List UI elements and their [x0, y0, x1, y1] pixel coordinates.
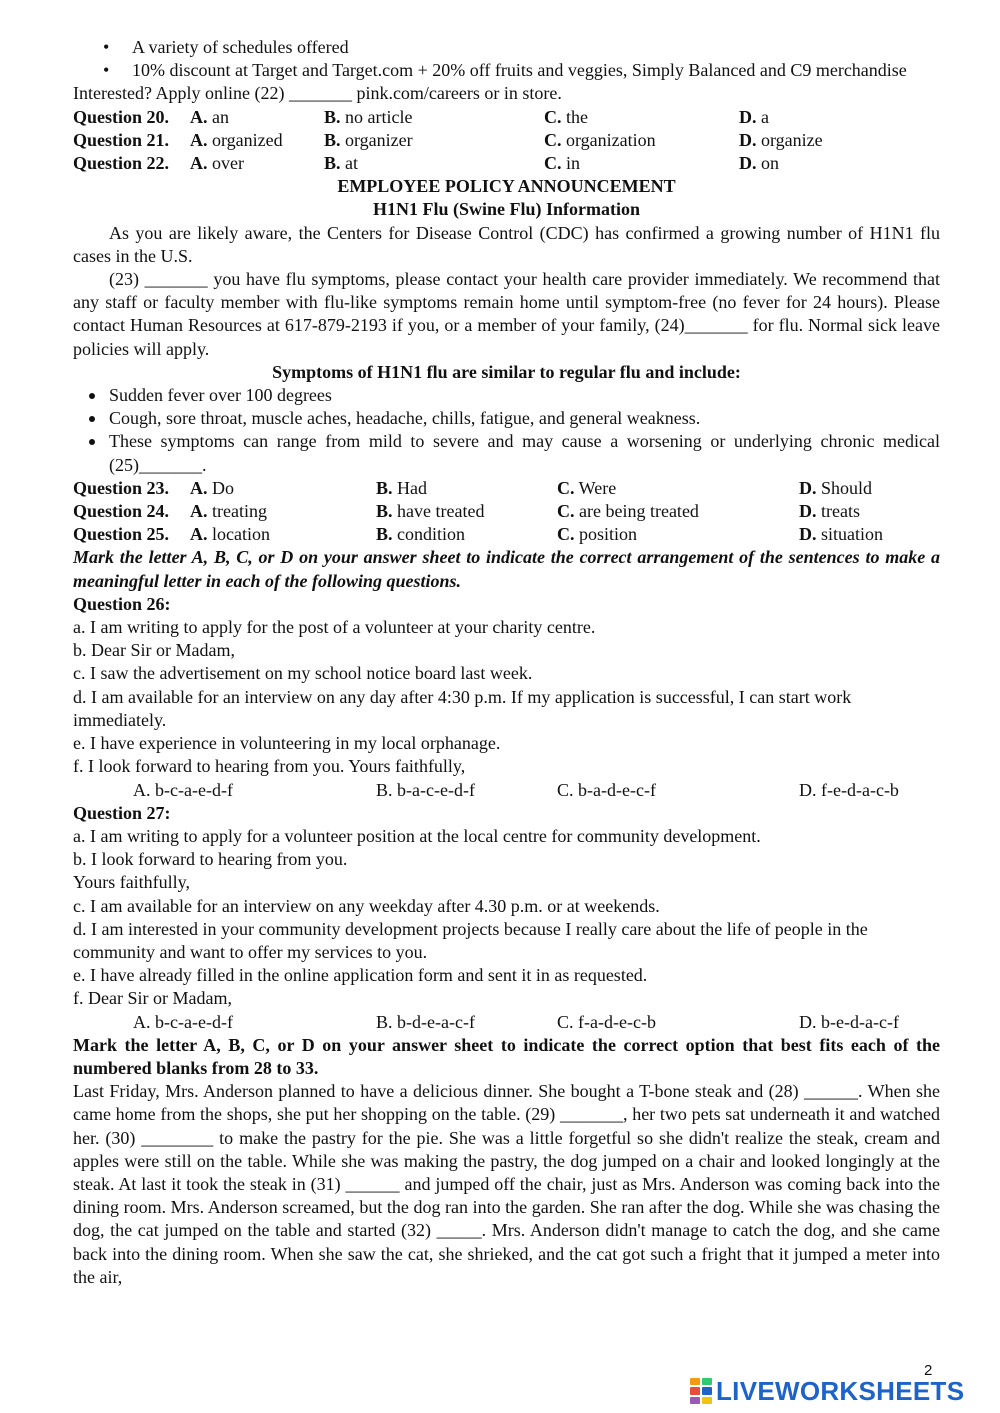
question-label: Question 21. [73, 129, 170, 150]
letter-line: f. I look forward to hearing from you. Yours faithfully, [73, 756, 466, 777]
worksheet-page [73, 36, 940, 1289]
letter-line: e. I have experience in volunteering in my local orphanage. [73, 733, 501, 754]
option-b[interactable]: B. organizer [324, 129, 413, 150]
letter-line: Yours faithfully, [73, 872, 191, 893]
bullet-item: • A variety of schedules offered [73, 36, 940, 59]
letter-line: d. I am interested in your community development projects because I really care about the life of people in the community and want to offer my services to you. [73, 918, 868, 962]
option-c[interactable]: C. position [557, 524, 638, 545]
logo-text: LIVEWORKSHEETS [716, 1375, 965, 1406]
story-paragraph: Last Friday, Mrs. Anderson planned to have a delicious dinner. She bought a T-bone steak and (28) ______. When she came home from the shops, she put her shopping on the table. (29) _______, her two pets sat underneath it and watched her. (30) ________ to make the pastry for the pie. She was a little forgetful so she didn't realize the steak, cream and apples were still on the table. While she was making the pastry, the dog jumped on a chair and looked longingly at the steak. At last it took the steak in (31) ______ and jumped off the chair, just as Mrs. Anderson was coming back into the dining room. Mrs. Anderson screamed, but the dog ran into the garden. She ran after the dog. While she was chasing the dog, the cat jumped on the table and started (32) _____. Mrs. Anderson didn't manage to catch the dog, and she came back into the dining room. When she saw the cat, she shrieked, and the cat got such a fright that it jumped a meter into the air, [73, 1081, 940, 1287]
answer-b[interactable]: B. b-a-c-e-d-f [376, 779, 475, 800]
option-a[interactable]: A. organized [190, 129, 283, 150]
answer-row [73, 1011, 940, 1034]
question-row [73, 477, 940, 500]
option-d[interactable]: D. organize [739, 129, 823, 150]
option-c[interactable]: C. are being treated [557, 501, 699, 522]
answer-c[interactable]: C. f-a-d-e-c-b [557, 1011, 656, 1032]
question-label: Question 22. [73, 153, 170, 174]
question-row [73, 129, 940, 152]
letter-line: b. I look forward to hearing from you. [73, 849, 348, 870]
logo-square [690, 1387, 700, 1394]
announcement-paragraph: As you are likely aware, the Centers for Disease Control (CDC) has confirmed a growing number of H1N1 flu cases in the U.S. [73, 222, 940, 266]
option-d[interactable]: D. a [739, 106, 769, 127]
option-a[interactable]: A. Do [190, 477, 234, 498]
announcement-title: EMPLOYEE POLICY ANNOUNCEMENT [337, 176, 676, 197]
option-a[interactable]: A. location [190, 524, 270, 545]
symptom-item: These symptoms can range from mild to severe and may cause a worsening or underlying chronic medical (25)_______. [73, 430, 940, 476]
option-c[interactable]: C. in [544, 153, 581, 174]
blanks-instruction: Mark the letter A, B, C, or D on your answer sheet to indicate the correct option that best fits each of the numbered blanks from 28 to 33. [73, 1034, 940, 1078]
announcement-paragraph: (23) _______ you have flu symptoms, please contact your health care provider immediately. We recommend that any staff or faculty member with flu-like symptoms remain home until symptom-free (no fever for 24 hours). Please contact Human Resources at 617-879-2193 if you, or a member of your family, (24)_______ for flu. Normal sick leave policies will apply. [73, 269, 940, 359]
letter-line: c. I am available for an interview on any weekday after 4.30 p.m. or at weekends. [73, 895, 660, 916]
announcement-subtitle: H1N1 Flu (Swine Flu) Information [372, 199, 640, 220]
answer-d[interactable]: D. b-e-d-a-c-f [799, 1011, 899, 1032]
answer-c[interactable]: C. b-a-d-e-c-f [557, 779, 656, 800]
answer-a[interactable]: A. b-c-a-e-d-f [133, 1011, 233, 1032]
option-b[interactable]: B. no article [324, 106, 413, 127]
liveworksheets-logo[interactable] [690, 1377, 964, 1405]
symptom-item: Cough, sore throat, muscle aches, headache, chills, fatigue, and general weakness. [73, 407, 940, 430]
letter-line: b. Dear Sir or Madam, [73, 640, 235, 661]
question-label: Question 24. [73, 501, 170, 522]
option-a[interactable]: A. treating [190, 501, 267, 522]
option-d[interactable]: D. treats [799, 501, 860, 522]
symptom-item: Sudden fever over 100 degrees [73, 384, 940, 407]
logo-square [702, 1397, 712, 1404]
letter-line: d. I am available for an interview on any day after 4:30 p.m. If my application is successful, I can start work immediately. [73, 686, 852, 730]
answer-row [73, 779, 940, 802]
option-b[interactable]: B. have treated [376, 501, 485, 522]
question-label: Question 20. [73, 106, 170, 127]
option-c[interactable]: C. organization [544, 129, 656, 150]
question-row [73, 500, 940, 523]
answer-a[interactable]: A. b-c-a-e-d-f [133, 779, 233, 800]
logo-square [690, 1378, 700, 1385]
option-d[interactable]: D. situation [799, 524, 883, 545]
apply-line: Interested? Apply online (22) _______ pink.com/careers or in store. [73, 83, 562, 104]
question-27-label: Question 27: [73, 802, 171, 823]
option-d[interactable]: D. on [739, 153, 779, 174]
option-b[interactable]: B. at [324, 153, 359, 174]
letter-line: a. I am writing to apply for a volunteer position at the local centre for community development. [73, 825, 761, 846]
question-label: Question 23. [73, 477, 170, 498]
answer-b[interactable]: B. b-d-e-a-c-f [376, 1011, 475, 1032]
answer-d[interactable]: D. f-e-d-a-c-b [799, 779, 899, 800]
option-a[interactable]: A. over [190, 153, 244, 174]
option-d[interactable]: D. Should [799, 477, 873, 498]
letter-line: e. I have already filled in the online application form and sent it in as requested. [73, 965, 648, 986]
option-c[interactable]: C. Were [557, 477, 617, 498]
question-26-label: Question 26: [73, 593, 171, 614]
question-row [73, 152, 940, 175]
logo-square [702, 1387, 712, 1394]
arrange-instruction: Mark the letter A, B, C, or D on your answer sheet to indicate the correct arrangement of the sentences to make a meaningful letter in each of the following questions. [73, 547, 940, 591]
letter-line: a. I am writing to apply for the post of a volunteer at your charity centre. [73, 617, 596, 638]
letter-line: c. I saw the advertisement on my school notice board last week. [73, 663, 533, 684]
bullet-item: • 10% discount at Target and Target.com + 20% off fruits and veggies, Simply Balanced and C9 merchandise [73, 59, 940, 82]
liveworksheets-logo-icon [690, 1378, 712, 1404]
question-row [73, 523, 940, 546]
page-number: 2 [924, 1362, 933, 1379]
symptoms-heading: Symptoms of H1N1 flu are similar to regular flu and include: [272, 361, 741, 382]
option-a[interactable]: A. an [190, 106, 229, 127]
option-b[interactable]: B. Had [376, 477, 428, 498]
logo-square [702, 1378, 712, 1385]
question-row [73, 106, 940, 129]
question-label: Question 25. [73, 524, 170, 545]
option-b[interactable]: B. condition [376, 524, 466, 545]
letter-line: f. Dear Sir or Madam, [73, 988, 232, 1009]
option-c[interactable]: C. the [544, 106, 588, 127]
logo-square [690, 1397, 700, 1404]
